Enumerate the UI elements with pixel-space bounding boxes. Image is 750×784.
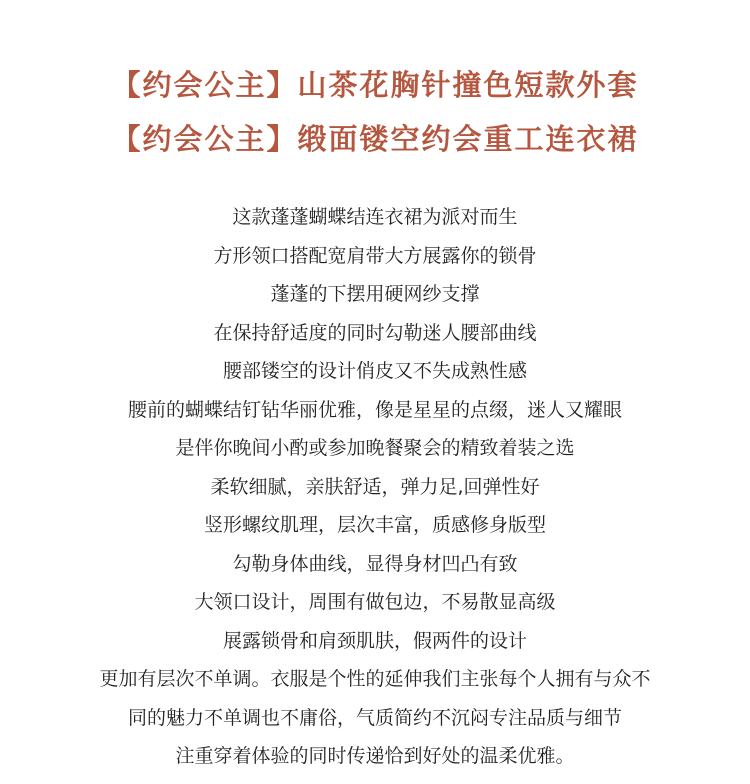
product-title-block [0,58,750,166]
description-line: 大领口设计，周围有做包边，不易散显高级 [194,591,556,613]
description-line: 柔软细腻，亲肤舒适，弹力足,回弹性好 [210,475,540,498]
product-description [0,198,750,776]
description-line: 方形领口搭配宽肩带大方展露你的锁骨 [213,244,537,267]
description-line: 竖形螺纹肌理，层次丰富，质感修身版型 [203,514,546,536]
description-line: 在保持舒适度的同时勾勒迷人腰部曲线 [213,321,537,344]
description-line: 腰前的蝴蝶结钉钻华丽优雅，像是星星的点缀，迷人又耀眼 [127,398,622,421]
description-line: 这款蓬蓬蝴蝶结连衣裙为派对而生 [232,206,518,228]
description-line: 是伴你晚间小酌或参加晚餐聚会的精致着装之选 [175,437,575,459]
description-line: 注重穿着体验的同时传递恰到好处的温柔优雅。 [175,745,575,767]
description-line: 更加有层次不单调。衣服是个性的延伸我们主张每个人拥有与众不 [99,668,651,690]
product-title-dress: 【约会公主】缎面镂空约会重工连衣裙 [111,122,639,156]
description-line: 腰部镂空的设计俏皮又不失成熟性感 [222,360,527,382]
description-line: 同的魅力不单调也不庸俗，气质简约不沉闷专注品质与细节 [127,706,622,729]
product-title-jacket: 【约会公主】山茶花胸针撞色短款外套 [111,68,639,102]
description-line: 展露锁骨和肩颈肌肤，假两件的设计 [222,629,527,652]
description-line: 蓬蓬的下摆用硬网纱支撑 [270,283,480,305]
description-line: 勾勒身体曲线，显得身材凹凸有致 [232,552,518,575]
